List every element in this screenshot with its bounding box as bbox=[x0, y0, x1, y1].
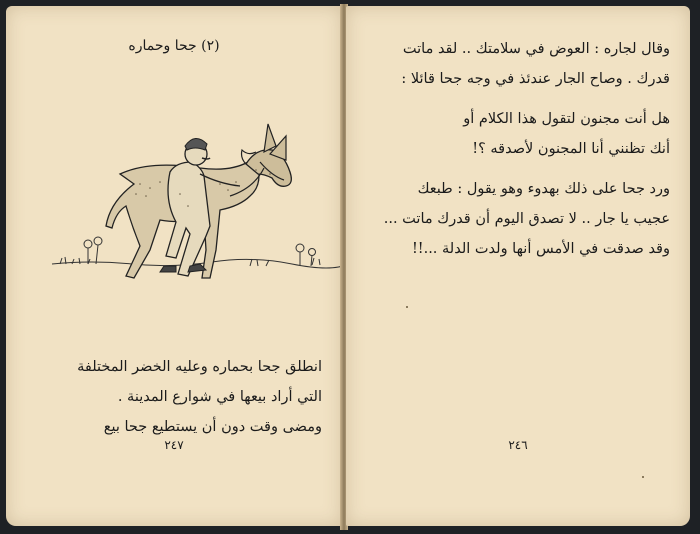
text-line: أنك تظنني أنا المجنون لأصدقه ؟! bbox=[472, 141, 670, 157]
paragraph-1 bbox=[360, 34, 670, 94]
paper-speck bbox=[406, 306, 408, 308]
text-line: التي أراد بيعها في شوارع المدينة . bbox=[117, 389, 322, 405]
text-line: هل أنت مجنون لتقول هذا الكلام أو bbox=[463, 111, 670, 127]
text-line: وقال لجاره : العوض في سلامتك .. لقد ماتت bbox=[402, 41, 670, 57]
man-and-donkey-illustration bbox=[50, 114, 350, 314]
right-page-number: ٢٤٦ bbox=[508, 438, 528, 452]
text-line: انطلق جحا بحماره وعليه الخضر المختلفة bbox=[77, 359, 322, 375]
text-line: وقد صدقت في الأمس أنها ولدت الدلة ...!! bbox=[411, 241, 670, 257]
paper-speck bbox=[642, 476, 644, 478]
left-page-number: ٢٤٧ bbox=[164, 438, 184, 452]
chapter-header: (٢) جحا وحماره bbox=[128, 38, 220, 54]
left-page bbox=[6, 6, 342, 526]
paragraph-2 bbox=[360, 104, 670, 164]
text-line: ومضى وقت دون أن يستطيع جحا بيع bbox=[103, 419, 322, 435]
right-page bbox=[346, 6, 690, 526]
text-line: عجيب يا جار .. لا تصدق اليوم أن قدرك ماتت ... bbox=[383, 211, 670, 227]
text-line: ورد جحا على ذلك بهدوء وهو يقول : طبعك bbox=[417, 181, 670, 197]
left-paragraph bbox=[26, 352, 322, 442]
text-line: قدرك . وصاح الجار عندئذ في وجه جحا قائلا : bbox=[401, 71, 670, 87]
paragraph-3 bbox=[360, 174, 670, 264]
right-text bbox=[360, 34, 670, 264]
